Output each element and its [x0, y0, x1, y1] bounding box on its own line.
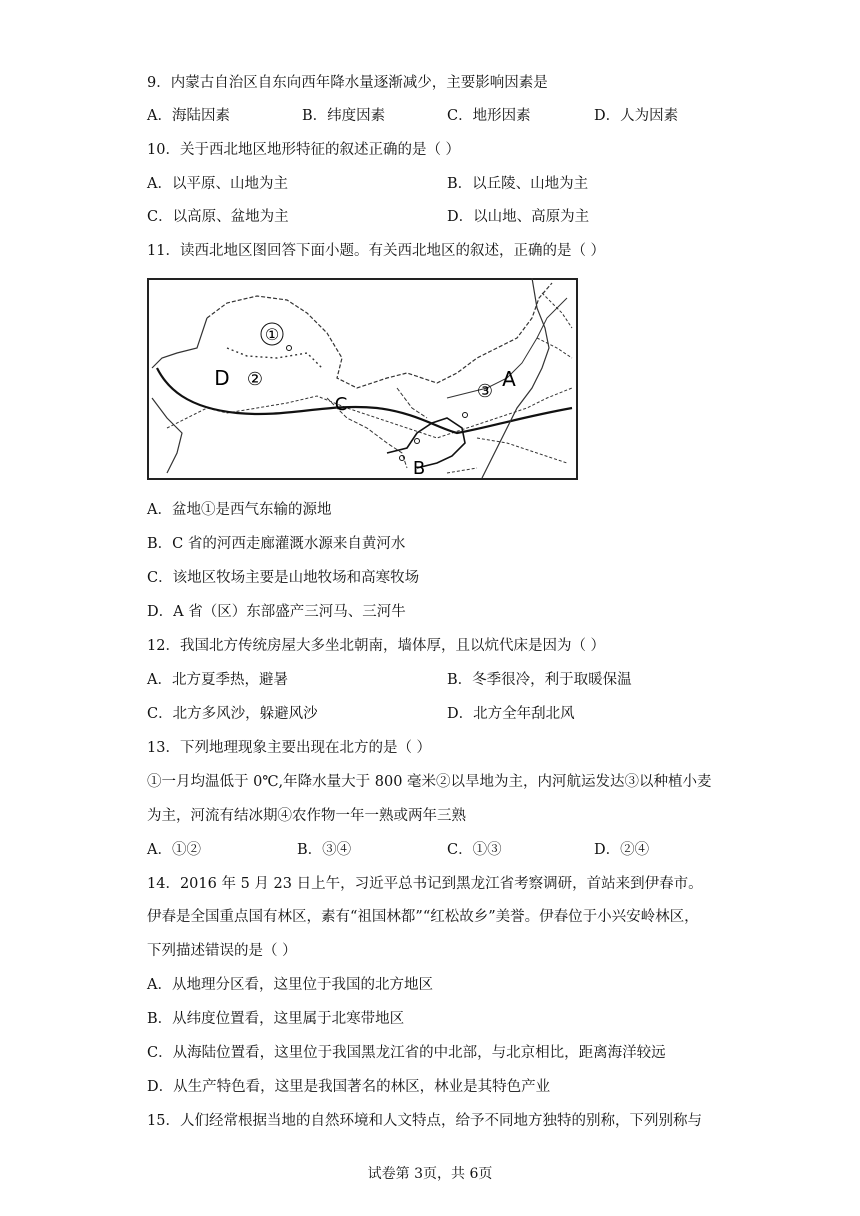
q11-option-d: D．A 省（区）东部盛产三河马、三河牛: [147, 604, 406, 620]
q12-stem: 12．我国北方传统房屋大多坐北朝南，墙体厚，且以炕代床是因为（ ）: [147, 638, 606, 654]
label-c: C: [334, 394, 348, 415]
label-d: D: [214, 366, 230, 390]
q11-stem: 11．读西北地区图回答下面小题。有关西北地区的叙述，正确的是（ ）: [147, 243, 606, 259]
q13-option-c: C．①③: [447, 842, 502, 858]
q12-option-a: A．北方夏季热，避暑: [147, 672, 288, 688]
q15-stem: 15．人们经常根据当地的自然环境和人文特点，给予不同地方独特的别称，下列别称与: [147, 1113, 702, 1129]
q11-option-c: C．该地区牧场主要是山地牧场和高寒牧场: [147, 570, 420, 586]
q12-option-c: C．北方多风沙，躲避风沙: [147, 706, 318, 722]
q13-body-line2: 为主，河流有结冰期④农作物一年一熟或两年三熟: [147, 808, 466, 824]
q13-option-d: D．②④: [594, 842, 650, 858]
northwest-china-map: [147, 278, 578, 480]
q13-body-line1: ①一月均温低于 0℃,年降水量大于 800 毫米②以旱地为主，内河航运发达③以种植小麦: [147, 774, 712, 790]
q13-option-a: A．①②: [147, 842, 201, 858]
page-footer: 试卷第 3页，共 6页: [367, 1166, 493, 1182]
q9-option-c: C．地形因素: [447, 108, 531, 124]
q12-option-d: D．北方全年刮北风: [447, 706, 575, 722]
q13-option-b: B．③④: [297, 842, 352, 858]
label-basin1: ①: [264, 325, 280, 344]
q14-option-b: B．从纬度位置看，这里属于北寒带地区: [147, 1011, 405, 1027]
label-basin2: ②: [246, 369, 264, 390]
q10-stem: 10．关于西北地区地形特征的叙述正确的是（ ）: [147, 142, 461, 158]
q11-option-b: B．C 省的河西走廊灌溉水源来自黄河水: [147, 536, 406, 552]
q14-option-d: D．从生产特色看，这里是我国著名的林区，林业是其特色产业: [147, 1079, 551, 1095]
q14-stem-line2: 伊春是全国重点国有林区，素有“祖国林都”“红松故乡”美誉。伊春位于小兴安岭林区，: [147, 909, 699, 925]
q9-option-a: A．海陆因素: [147, 108, 230, 124]
q14-stem-line3: 下列描述错误的是（ ）: [147, 943, 297, 959]
q13-stem: 13．下列地理现象主要出现在北方的是（ ）: [147, 740, 432, 756]
label-b: B: [412, 458, 426, 479]
q10-option-c: C．以高原、盆地为主: [147, 209, 289, 225]
q11-option-a: A．盆地①是西气东输的源地: [147, 502, 332, 518]
label-point3: ③: [476, 381, 494, 402]
q10-option-a: A．以平原、山地为主: [147, 176, 288, 192]
q10-option-d: D．以山地、高原为主: [447, 209, 590, 225]
q9-option-b: B．纬度因素: [302, 108, 386, 124]
q14-stem-line1: 14．2016 年 5 月 23 日上午，习近平总书记到黑龙江省考察调研，首站来到伊春市。: [147, 876, 703, 892]
q9-stem: 9．内蒙古自治区自东向西年降水量逐渐减少，主要影响因素是: [147, 75, 548, 91]
q14-option-c: C．从海陆位置看，这里位于我国黑龙江省的中北部，与北京相比，距离海洋较远: [147, 1045, 666, 1061]
q10-option-b: B．以丘陵、山地为主: [447, 176, 589, 192]
label-a: A: [502, 367, 516, 391]
q14-option-a: A．从地理分区看，这里位于我国的北方地区: [147, 977, 433, 993]
q12-option-b: B．冬季很冷，利于取暖保温: [447, 672, 632, 688]
q9-option-d: D．人为因素: [594, 108, 679, 124]
